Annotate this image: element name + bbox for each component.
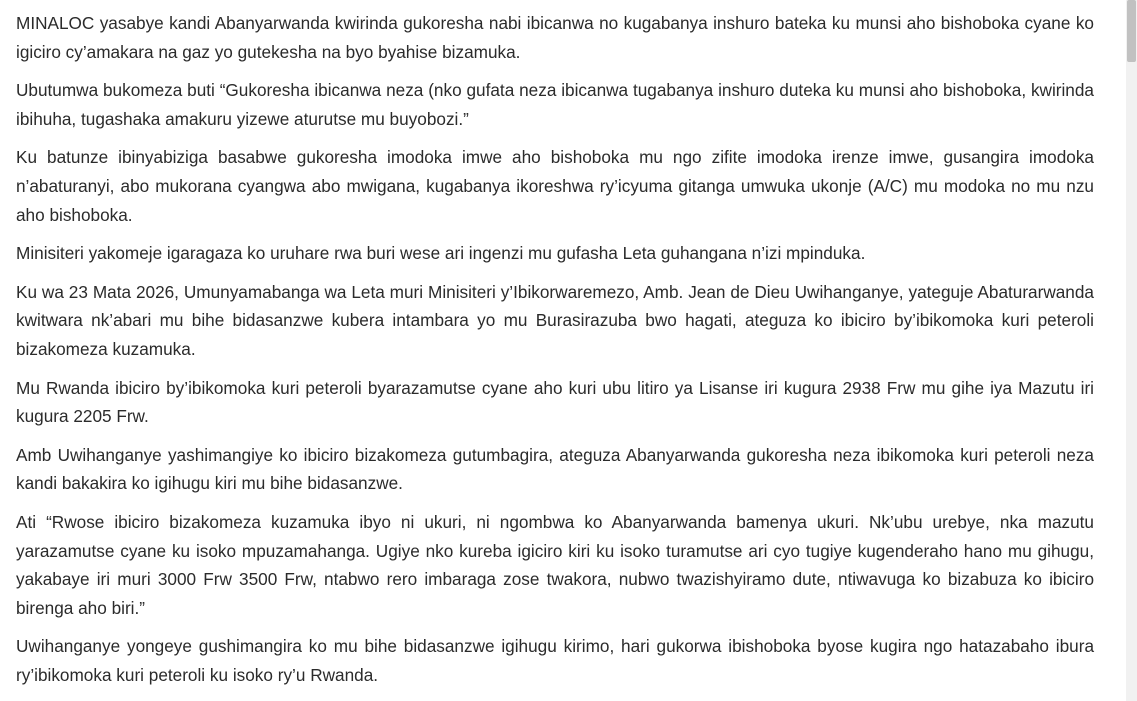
paragraph: Ku batunze ibinyabiziga basabwe gukoresha imodoka imwe aho bishoboka mu ngo zifite imodoka irenze imwe, gusangira imodoka n’abaturanyi, abo mukorana cyangwa abo mwigana, kugabanya ikoreshwa ry’icyuma gitanga umwuka ukonje (A/C) mu modoka no mu nzu aho bishoboka. xyxy=(16,147,1094,225)
paragraph: Uwihanganye yongeye gushimangira ko mu bihe bidasanzwe igihugu kirimo, hari gukorwa ibishoboka byose kugira ngo hatazabaho ibura ry’ibikomoka kuri peteroli ku isoko ry’u Rwanda. xyxy=(16,636,1094,685)
article-body xyxy=(16,9,1094,699)
paragraph: Ubutumwa bukomeza buti “Gukoresha ibicanwa neza (nko gufata neza ibicanwa tugabanya inshuro duteka ku munsi aho bishoboka, kwirinda ibihuha, tugashaka amakuru yizewe aturutse mu buyobozi.” xyxy=(16,80,1094,129)
vertical-scrollbar[interactable] xyxy=(1126,0,1137,701)
paragraph: Amb Uwihanganye yashimangiye ko ibiciro bizakomeza gutumbagira, ateguza Abanyarwanda gukoresha neza ibikomoka kuri peteroli neza kandi bakakira ko igihugu kiri mu bihe bidasanzwe. xyxy=(16,444,1094,494)
paragraph: MINALOC yasabye kandi Abanyarwanda kwirinda gukoresha nabi ibicanwa no kugabanya inshuro bateka ku munsi aho bishoboka cyane ko igiciro cy’amakara na gaz yo gutekesha na byo byahise bizamuka. xyxy=(16,13,1094,62)
paragraph: Minisiteri yakomeje igaragaza ko uruhare rwa buri wese ari ingenzi mu gufasha Leta guhangana n’izi mpinduka. xyxy=(16,243,866,264)
paragraph: Ku wa 23 Mata 2026, Umunyamabanga wa Leta muri Minisiteri y’Ibikorwaremezo, Amb. Jean de Dieu Uwihanganye, yateguje Abaturarwanda kwitwara nk’abari mu bihe bidasanzwe kubera intambara yo mu Burasirazuba bwo hagati, ateguza ko ibiciro by’ibikomoka kuri peteroli bizakomeza kuzamuka. xyxy=(16,281,1094,359)
scrollbar-thumb[interactable] xyxy=(1127,0,1136,62)
paragraph: Ati “Rwose ibiciro bizakomeza kuzamuka ibyo ni ukuri, ni ngombwa ko Abanyarwanda bamenya ukuri. Nk’ubu urebye, nka mazutu yarazamutse cyane ku isoko mpuzamahanga. Ugiye nko kureba igiciro kiri ku isoko turamutse ari cyo tugiye kugenderaho hano mu gihugu, yakabaye iri muri 3000 Frw 3500 Frw, ntabwo rero imbaraga zose twakora, nubwo twazishyiramo dute, ntiwavuga ko bizabuza ko ibiciro birenga aho biri.” xyxy=(16,511,1094,618)
paragraph: Mu Rwanda ibiciro by’ibikomoka kuri peteroli byarazamutse cyane aho kuri ubu litiro ya Lisanse iri kugura 2938 Frw mu gihe iya Mazutu iri kugura 2205 Frw. xyxy=(16,377,1094,427)
